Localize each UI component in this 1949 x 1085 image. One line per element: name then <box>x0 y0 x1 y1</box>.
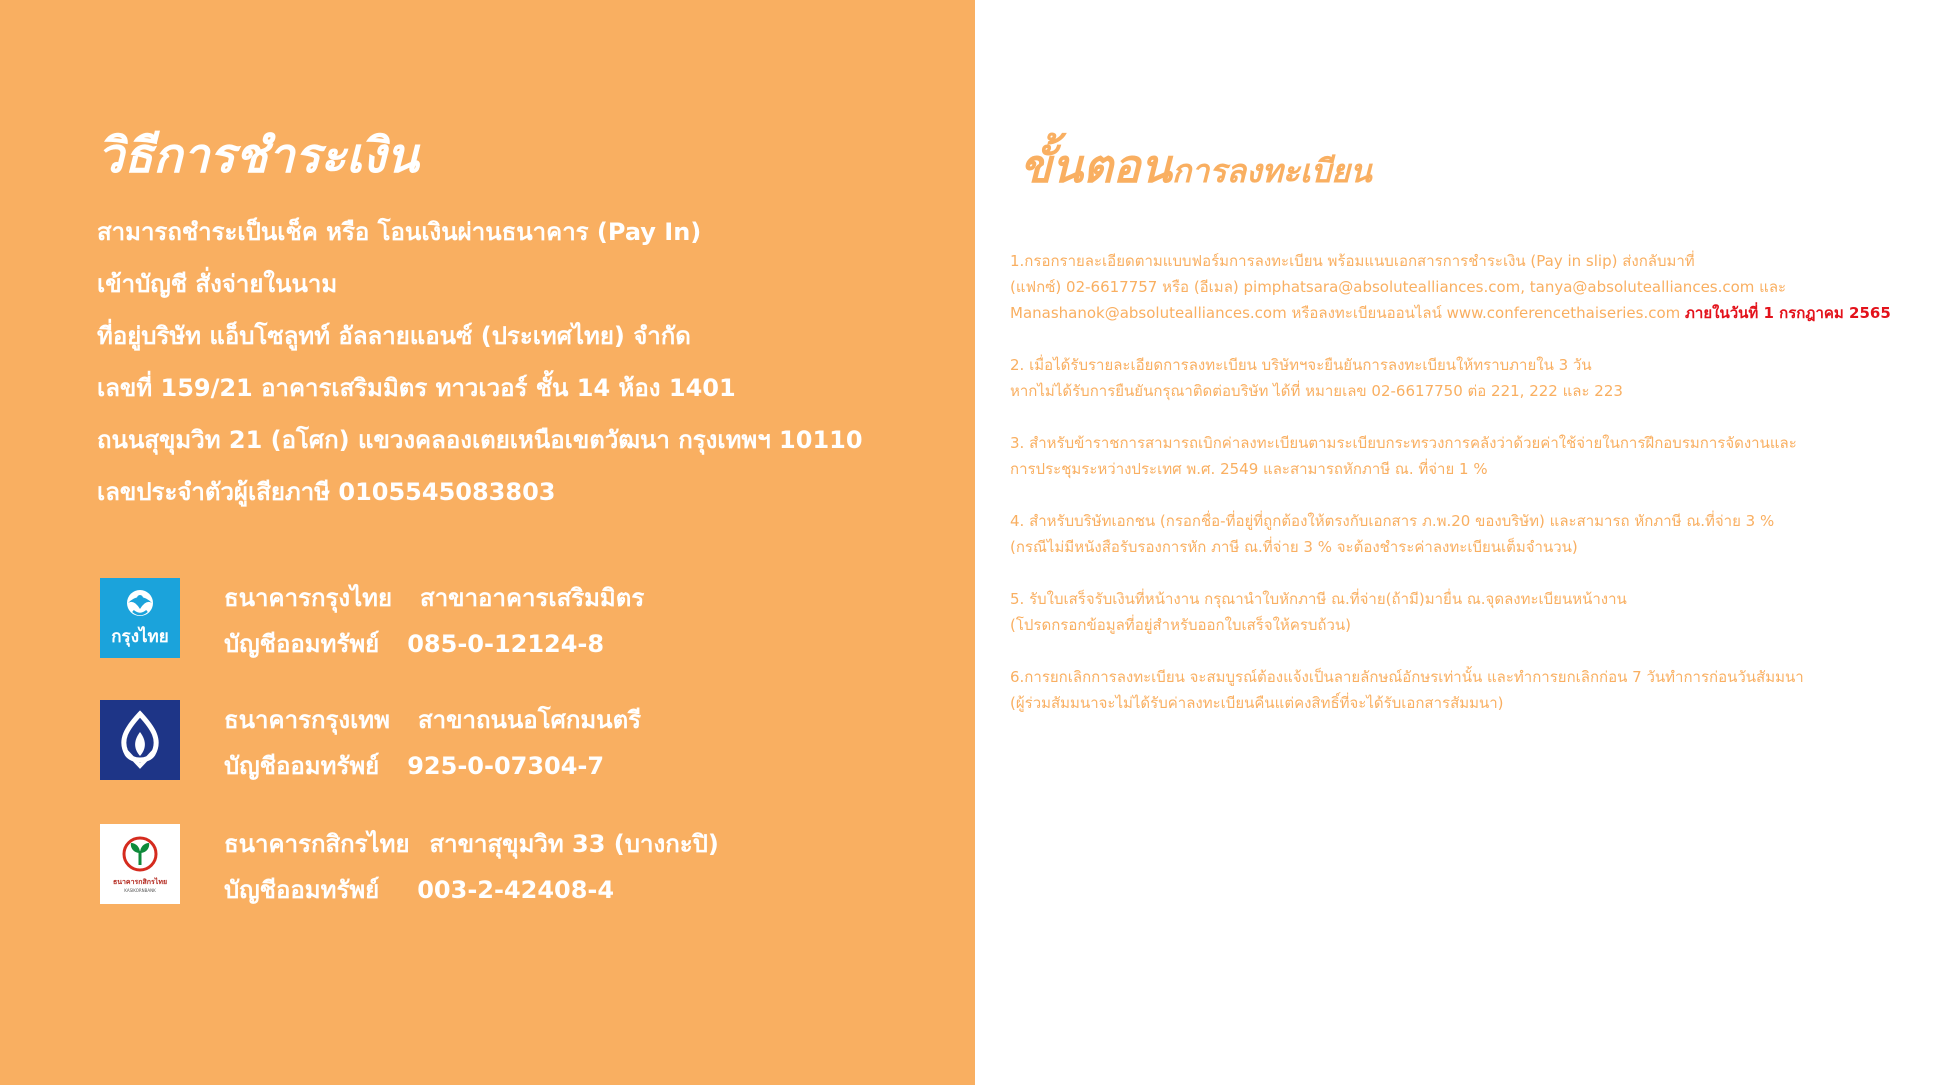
bank-kasikorn <box>100 824 960 906</box>
account-label: บัญชีออมทรัพย์ <box>224 752 380 780</box>
krungthai-logo-text: กรุงไทย <box>111 626 169 646</box>
bank-name-line <box>224 700 641 739</box>
payment-line: ถนนสุขุมวิท 21 (อโศก) แขวงคลองเตยเหนือเขตวัฒนา กรุงเทพฯ 10110 <box>97 426 863 454</box>
payment-line: เลขที่ 159/21 อาคารเสริมมิตร ทาวเวอร์ ชั้น 14 ห้อง 1401 <box>97 374 736 402</box>
kasikorn-logo-text: ธนาคารกสิกรไทย <box>112 878 168 886</box>
account-label: บัญชีออมทรัพย์ <box>224 630 380 658</box>
step-line: การประชุมระหว่างประเทศ พ.ศ. 2549 และสามารถหักภาษี ณ. ที่จ่าย 1 % <box>1010 460 1488 478</box>
account-number: 085-0-12124-8 <box>407 630 605 658</box>
step-line: (แฟกซ์) 02-6617757 หรือ (อีเมล) pimphatsara@absolutealliances.com, tanya@absolutealliances.com และ <box>1010 278 1787 296</box>
bank-bangkokbank <box>100 700 960 782</box>
bank-branch: สาขาถนนอโศกมนตรี <box>417 706 642 734</box>
payment-line: เข้าบัญชี สั่งจ่ายในนาม <box>97 270 338 298</box>
bank-krungthai <box>100 578 960 660</box>
registration-title-main: ขั้นตอน <box>1020 139 1172 193</box>
registration-deadline: ภายในวันที่ 1 กรกฎาคม 2565 <box>1685 304 1891 322</box>
bank-account-line <box>224 870 614 909</box>
step-line: 5. รับใบเสร็จรับเงินที่หน้างาน กรุณานำใบหักภาษี ณ.ที่จ่าย(ถ้ามี)มายื่น ณ.จุดลงทะเบียนหน้างาน <box>1010 590 1627 608</box>
kasikorn-leaf-icon <box>121 835 159 873</box>
account-number: 003-2-42408-4 <box>417 876 615 904</box>
payment-title: วิธีการชำระเงิน <box>97 128 419 184</box>
step-line <box>1010 300 1930 326</box>
krungthai-logo <box>100 578 180 658</box>
step-line: 2. เมื่อได้รับรายละเอียดการลงทะเบียน บริษัทฯจะยืนยันการลงทะเบียนให้ทราบภายใน 3 วัน <box>1010 356 1592 374</box>
step-line: 3. สำหรับข้าราชการสามารถเบิกค่าลงทะเบียนตามระเบียบกระทรวงการคลังว่าด้วยค่าใช้จ่ายในการฝึกอบรมการจัดงานและ <box>1010 434 1797 452</box>
bangkokbank-lotus-icon <box>113 710 167 770</box>
bank-name-line <box>224 824 719 863</box>
step-line: (ผู้ร่วมสัมมนาจะไม่ได้รับค่าลงทะเบียนคืนแต่คงสิทธิ์ที่จะได้รับเอกสารสัมมนา) <box>1010 694 1504 712</box>
bank-name: ธนาคารกสิกรไทย <box>224 830 410 858</box>
registration-step-1 <box>1010 248 1930 326</box>
registration-title <box>1020 130 1372 203</box>
bank-account-line <box>224 746 604 785</box>
account-label: บัญชีออมทรัพย์ <box>224 876 380 904</box>
step-line: 4. สำหรับบริษัทเอกชน (กรอกชื่อ-ที่อยู่ที่ถูกต้องให้ตรงกับเอกสาร ภ.พ.20 ของบริษัท) และสามารถ หักภาษี ณ.ที่จ่าย 3 % <box>1010 512 1775 530</box>
registration-title-sub: การลงทะเบียน <box>1171 152 1372 190</box>
step-text: Manashanok@absolutealliances.com หรือลงทะเบียนออนไลน์ www.conferencethaiseries.com <box>1010 304 1681 322</box>
registration-step-6 <box>1010 664 1930 716</box>
krungthai-bird-icon <box>120 587 160 621</box>
payment-line: สามารถชำระเป็นเช็ค หรือ โอนเงินผ่านธนาคาร (Pay In) <box>97 218 702 246</box>
step-line: (โปรดกรอกข้อมูลที่อยู่สำหรับออกใบเสร็จให้ครบถ้วน) <box>1010 616 1352 634</box>
registration-step-3 <box>1010 430 1930 482</box>
bank-name-line <box>224 578 644 617</box>
payment-line: ที่อยู่บริษัท แอ็บโซลูทท์ อัลลายแอนซ์ (ประเทศไทย) จำกัด <box>97 322 691 350</box>
registration-steps <box>1010 248 1930 742</box>
step-line: หากไม่ได้รับการยืนยันกรุณาติดต่อบริษัท ได้ที่ หมายเลข 02-6617750 ต่อ 221, 222 และ 223 <box>1010 382 1623 400</box>
payment-details <box>97 210 957 522</box>
kasikorn-logo-subtext: KASIKORNBANK <box>124 888 156 893</box>
bank-branch: สาขาอาคารเสริมมิตร <box>420 584 645 612</box>
registration-step-5 <box>1010 586 1930 638</box>
step-line: 1.กรอกรายละเอียดตามแบบฟอร์มการลงทะเบียน พร้อมแนบเอกสารการชำระเงิน (Pay in slip) ส่งกลับมาที่ <box>1010 252 1695 270</box>
bank-branch: สาขาสุขุมวิท 33 (บางกะปิ) <box>429 830 719 858</box>
registration-step-2 <box>1010 352 1930 404</box>
payment-tax-id: เลขประจำตัวผู้เสียภาษี 0105545083803 <box>97 478 556 506</box>
bank-account-line <box>224 624 604 663</box>
registration-step-4 <box>1010 508 1930 560</box>
step-line: (กรณีไม่มีหนังสือรับรองการหัก ภาษี ณ.ที่จ่าย 3 % จะต้องชำระค่าลงทะเบียนเต็มจำนวน) <box>1010 538 1578 556</box>
step-line: 6.การยกเลิกการลงทะเบียน จะสมบูรณ์ต้องแจ้งเป็นลายลักษณ์อักษรเท่านั้น และทำการยกเลิกก่อน 7 วันทำการก่อนวันสัมมนา <box>1010 668 1804 686</box>
kasikorn-logo <box>100 824 180 904</box>
bank-name: ธนาคารกรุงไทย <box>224 584 393 612</box>
bank-name: ธนาคารกรุงเทพ <box>224 706 390 734</box>
bangkokbank-logo <box>100 700 180 780</box>
account-number: 925-0-07304-7 <box>407 752 605 780</box>
